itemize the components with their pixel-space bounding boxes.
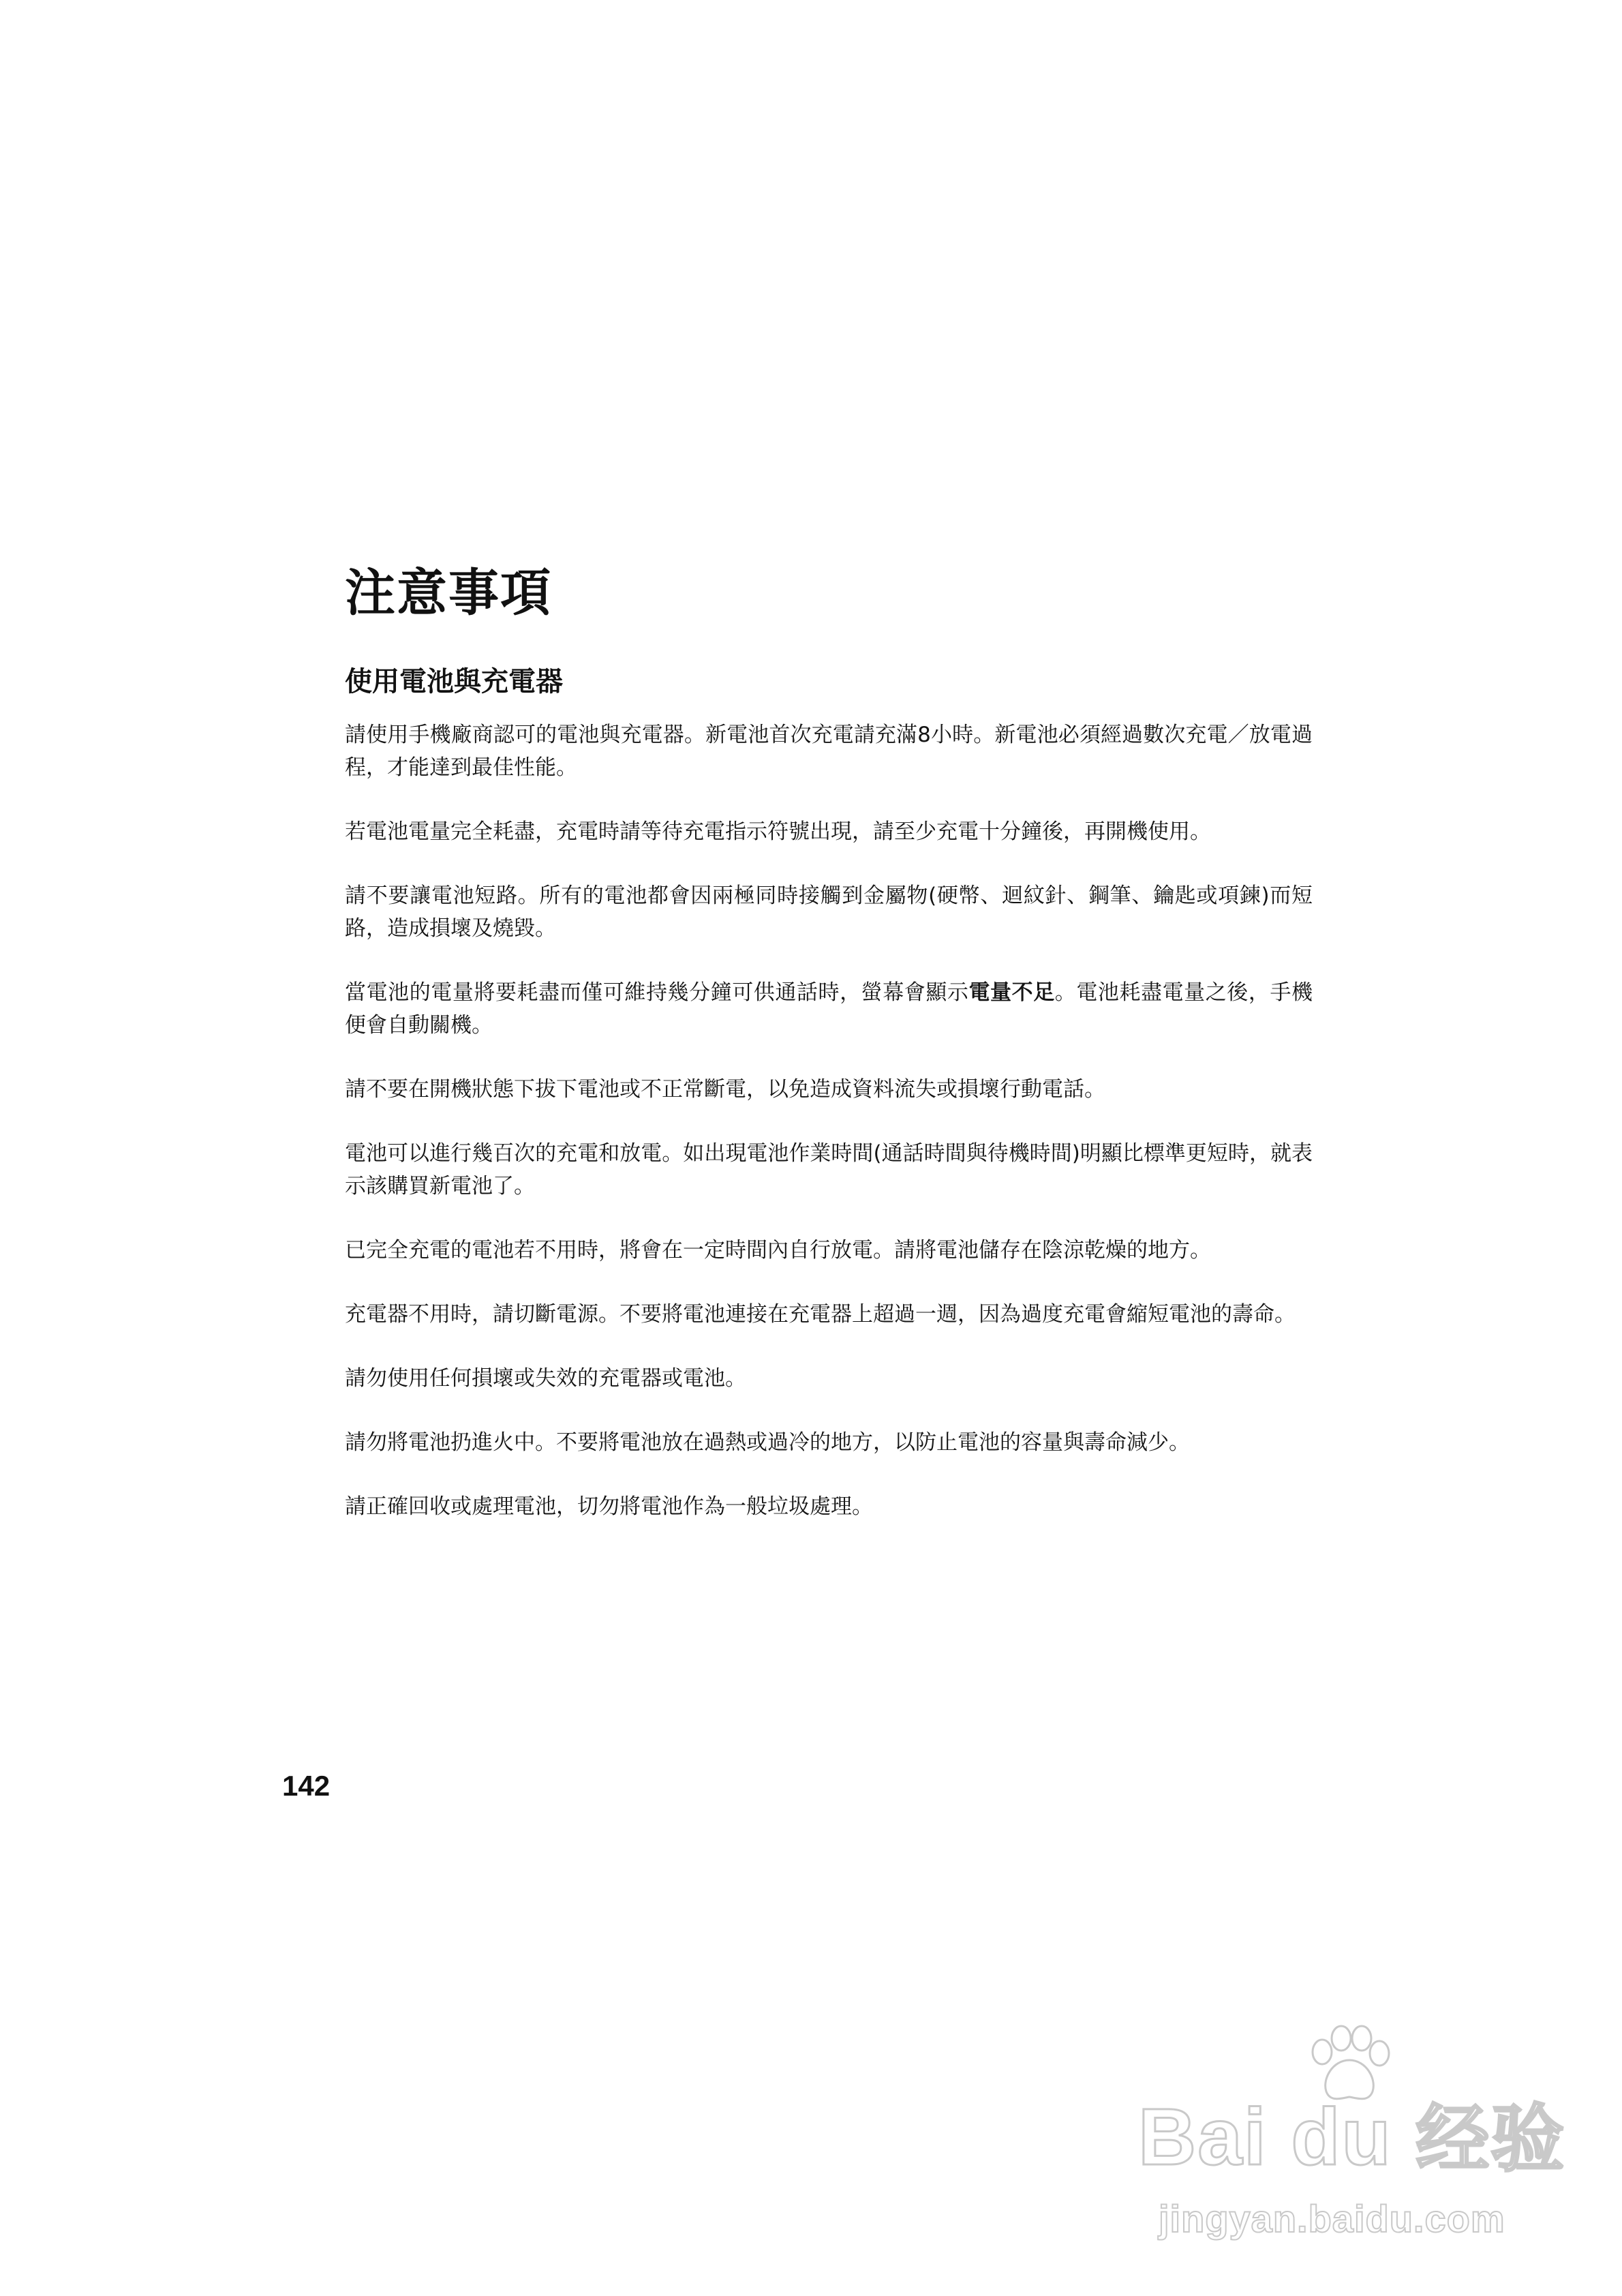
paragraph: 請不要讓電池短路。所有的電池都會因兩極同時接觸到金屬物(硬幣、迴紋針、鋼筆、鑰匙或項鍊)而短路，造成損壞及燒毀。 <box>345 883 1313 941</box>
paragraph: 請使用手機廠商認可的電池與充電器。新電池首次充電請充滿8小時。新電池必須經過數次充電／放電過程，才能達到最佳性能。 <box>345 723 1313 780</box>
paragraph: 若電池電量完全耗盡，充電時請等待充電指示符號出現，請至少充電十分鐘後，再開機使用。 <box>345 819 1211 844</box>
paragraph: 請不要在開機狀態下拔下電池或不正常斷電，以免造成資料流失或損壞行動電話。 <box>345 1077 1105 1102</box>
paragraph: 請勿使用任何損壞或失效的充電器或電池。 <box>345 1366 746 1391</box>
watermark-brand <box>1138 2093 1565 2184</box>
page-title: 注意事項 <box>345 564 552 622</box>
section-heading: 使用電池與充電器 <box>345 666 563 697</box>
paragraph: 請勿將電池扔進火中。不要將電池放在過熱或過冷的地方，以防止電池的容量與壽命減少。 <box>345 1430 1190 1455</box>
document-content <box>345 559 1313 1554</box>
paragraph-list <box>345 719 1313 1523</box>
watermark-brand-cn: 经验 <box>1416 2097 1566 2182</box>
emphasis-text: 電量不足 <box>968 980 1055 1005</box>
paragraph: 電池可以進行幾百次的充電和放電。如出現電池作業時間(通話時間與待機時間)明顯比標準更短時，就表示該購買新電池了。 <box>345 1141 1313 1198</box>
paragraph: 充電器不用時，請切斷電源。不要將電池連接在充電器上超過一週，因為過度充電會縮短電池的壽命。 <box>345 1302 1296 1327</box>
paragraph-text: 。電池耗盡電量之後，手機便會自動關機。 <box>345 980 1313 1038</box>
paragraph: 請正確回收或處理電池，切勿將電池作為一般垃圾處理。 <box>345 1494 873 1519</box>
watermark <box>1131 2025 1566 2270</box>
page-number: 142 <box>282 1770 331 1802</box>
paragraph-text: 當電池的電量將要耗盡而僅可維持幾分鐘可供通話時，螢幕會顯示 <box>345 980 969 1005</box>
watermark-url: jingyan.baidu.com <box>1159 2197 1505 2240</box>
watermark-brand-latin: Bai du <box>1138 2092 1392 2182</box>
paragraph <box>345 976 1313 1042</box>
paragraph: 已完全充電的電池若不用時，將會在一定時間內自行放電。請將電池儲存在陰涼乾燥的地方。 <box>345 1238 1211 1263</box>
